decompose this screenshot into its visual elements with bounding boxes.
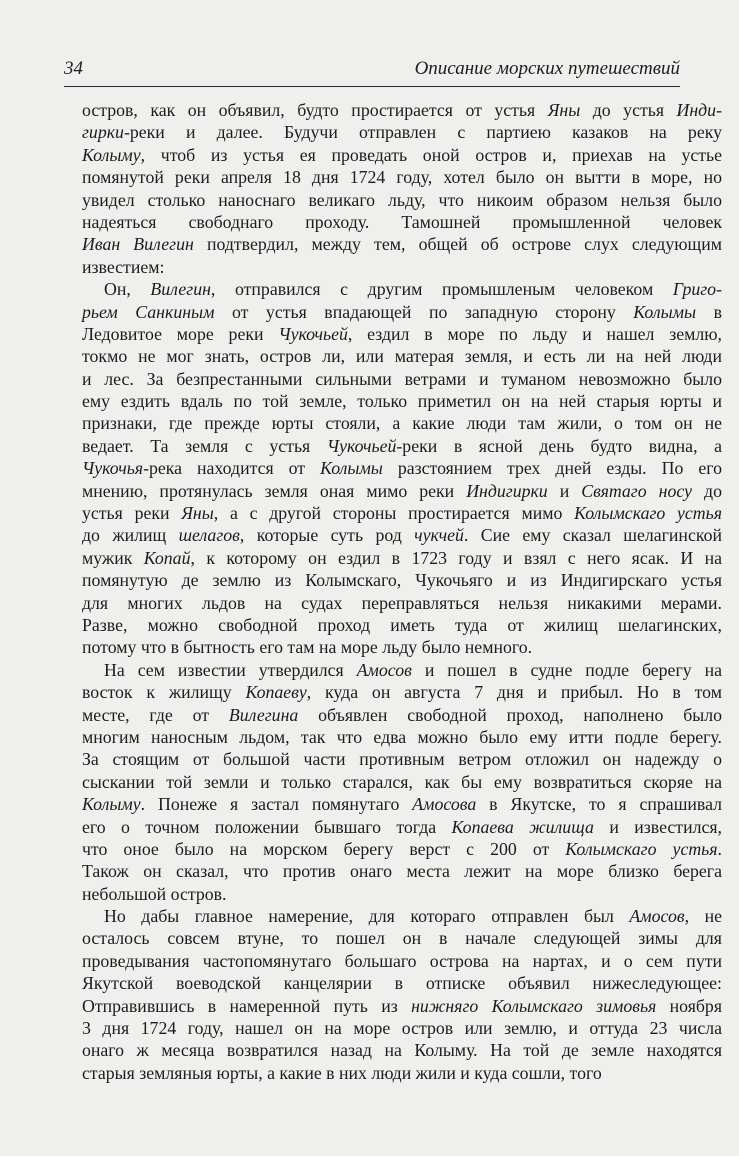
text-segment: многим наносным льдом, так что едва можно было ему итти подле берегу. bbox=[82, 726, 722, 747]
text-segment: что оное было на морском берегу верст с 200 от bbox=[82, 838, 566, 859]
text-line bbox=[82, 995, 722, 1017]
italic-segment: нижняго Колымскаго зимовья bbox=[411, 995, 657, 1016]
text-line bbox=[82, 636, 722, 658]
text-segment: , к которому он ездил в 1723 году и взял с него ясак. И на bbox=[190, 547, 722, 568]
italic-segment: гирки bbox=[82, 122, 124, 143]
text-segment: Ледовитое море реки bbox=[82, 323, 279, 344]
text-line bbox=[82, 771, 722, 793]
text-segment: от устья впадающей по западную сторону bbox=[214, 301, 634, 322]
text-segment: в bbox=[696, 301, 722, 322]
text-segment: подтвердил, между тем, общей об острове слух следующим bbox=[193, 234, 722, 255]
text-segment: и bbox=[547, 480, 582, 501]
text-segment: проведывания частопомянутаго большаго острова на нартах, и о сем пути bbox=[82, 950, 722, 971]
text-line bbox=[82, 121, 722, 143]
italic-segment: Вилегина bbox=[228, 704, 299, 725]
italic-segment: Яны bbox=[547, 100, 581, 120]
italic-segment: Копай bbox=[143, 547, 191, 568]
text-line bbox=[82, 659, 722, 681]
text-line bbox=[82, 704, 722, 726]
text-segment: восток к жилищу bbox=[82, 682, 246, 703]
text-segment: месте, где от bbox=[82, 704, 229, 725]
text-segment: Отправившись в намеренной путь из bbox=[82, 995, 412, 1016]
text-line bbox=[82, 211, 722, 233]
text-line bbox=[82, 927, 722, 949]
italic-segment: Колыму bbox=[82, 794, 141, 815]
text-line bbox=[82, 502, 722, 524]
paragraph bbox=[82, 99, 722, 278]
text-line bbox=[82, 166, 722, 188]
paragraph bbox=[82, 905, 722, 1084]
text-line bbox=[82, 345, 722, 367]
text-segment: до жилищ bbox=[82, 525, 179, 546]
text-segment: разстоянием трех дней езды. По его bbox=[382, 458, 722, 479]
italic-segment: Амосов bbox=[356, 659, 412, 680]
text-segment: 3 дня 1724 году, нашел он на море остров или землю, и оттуда 23 числа bbox=[82, 1018, 722, 1039]
text-segment: -реки и далее. Будучи отправлен с партиею казаков на реку bbox=[123, 122, 722, 143]
italic-segment: Иван Вилегин bbox=[82, 234, 194, 255]
italic-segment: Колыму bbox=[82, 144, 141, 165]
text-line bbox=[82, 905, 722, 927]
italic-segment: Яны bbox=[181, 503, 214, 524]
italic-segment: чукчей bbox=[414, 525, 464, 546]
text-segment: , которые суть род bbox=[239, 525, 415, 546]
text-segment: ведает. Та земля с устья bbox=[82, 435, 327, 456]
page-number: 34 bbox=[64, 58, 83, 79]
text-segment: онаго ж месяца возвратился назад на Колыму. На той де земле находятся bbox=[82, 1040, 722, 1061]
italic-segment: Колымскаго устья bbox=[565, 838, 718, 859]
text-segment: , чтоб из устья ея проведать оной остров и, приехав на устье bbox=[140, 144, 722, 165]
text-segment: -реки в ясной день будто видна, а bbox=[396, 435, 722, 456]
italic-segment: Святаго носу bbox=[581, 480, 693, 501]
body-text bbox=[82, 99, 722, 1084]
text-line bbox=[82, 860, 722, 882]
italic-segment: Чукочьей bbox=[326, 435, 397, 456]
italic-segment: Колымы bbox=[320, 458, 383, 479]
text-line bbox=[82, 569, 722, 591]
text-segment: до bbox=[692, 480, 722, 501]
text-segment: , а с другой стороны простирается мимо bbox=[213, 503, 575, 524]
text-line bbox=[82, 614, 722, 636]
text-segment: небольшой остров. bbox=[82, 883, 227, 904]
text-line bbox=[82, 301, 722, 323]
text-line bbox=[82, 144, 722, 166]
text-segment: , не bbox=[684, 906, 722, 927]
text-line bbox=[82, 435, 722, 457]
text-line bbox=[82, 278, 722, 300]
italic-segment: Инди- bbox=[676, 100, 722, 120]
text-segment: , отправился с другим промышленым человеком bbox=[210, 279, 673, 300]
text-line bbox=[82, 457, 722, 479]
text-line bbox=[82, 838, 722, 860]
text-line bbox=[82, 816, 722, 838]
italic-segment: Григо- bbox=[672, 279, 722, 300]
text-line bbox=[82, 390, 722, 412]
italic-segment: Копаеву bbox=[245, 682, 307, 703]
text-line bbox=[82, 883, 722, 905]
italic-segment: Вилегин bbox=[150, 279, 211, 300]
text-segment: старыя земляныя юрты, а какие в них люди жили и куда сошли, того bbox=[82, 1062, 602, 1083]
italic-segment: шелагов bbox=[178, 525, 240, 546]
text-segment: для многих льдов на судах переправляться нельзя никакими мерами. bbox=[82, 592, 722, 613]
text-line bbox=[82, 592, 722, 614]
text-line bbox=[82, 480, 722, 502]
text-segment: объявлен свободной проход, наполнено было bbox=[298, 704, 723, 725]
text-segment: Он, bbox=[104, 279, 151, 300]
paragraph bbox=[82, 278, 722, 659]
text-line bbox=[82, 189, 722, 211]
text-line bbox=[82, 748, 722, 770]
italic-segment: Амосова bbox=[412, 794, 477, 815]
text-segment: остров, как он объявил, будто простирается от устья bbox=[82, 100, 548, 120]
text-line bbox=[82, 681, 722, 703]
text-segment: помянутой реки апреля 18 дня 1724 году, хотел было он вытти в море, но bbox=[82, 167, 722, 188]
text-segment: и пошел в судне подле берегу на bbox=[411, 659, 722, 680]
text-segment: На сем известии утвердился bbox=[104, 659, 357, 680]
text-segment: , куда он августа 7 дня и прибыл. Но в том bbox=[306, 682, 722, 703]
text-line bbox=[82, 950, 722, 972]
italic-segment: Колымскаго устья bbox=[574, 503, 722, 524]
text-segment: токмо не мог знать, остров ли, или матерая земля, и есть ли на ней люди bbox=[82, 346, 722, 367]
text-line bbox=[82, 726, 722, 748]
text-segment: Якутской воеводской канцелярии в отписке объявил нижеследующее: bbox=[82, 973, 722, 994]
text-segment: Но дабы главное намерение, для котораго отправлен был bbox=[104, 906, 630, 927]
text-segment: и известился, bbox=[593, 816, 722, 837]
text-segment: ноября bbox=[656, 995, 722, 1016]
text-line bbox=[82, 412, 722, 434]
header-rule bbox=[64, 86, 680, 87]
text-segment: признаки, где прежде юрты стояли, а какие люди там жили, о том он не bbox=[82, 413, 722, 434]
italic-segment: Чукочья bbox=[82, 458, 144, 479]
text-line bbox=[82, 1039, 722, 1061]
text-segment: и лес. За безпрестанными сильными ветрами и туманом невозможно было bbox=[82, 368, 722, 389]
text-segment: надеяться свободнаго проходу. Тамошней промышленной человек bbox=[82, 211, 722, 232]
text-line bbox=[82, 233, 722, 255]
text-segment: ему ездить вдаль по той земле, только приметил он на ней старыя юрты и bbox=[82, 391, 722, 412]
page-header bbox=[64, 58, 680, 84]
text-line bbox=[82, 524, 722, 546]
text-segment: в Якутске, то я спрашивал bbox=[476, 794, 722, 815]
text-segment: увидел столько наноснаго великаго льду, что никоим образом нельзя было bbox=[82, 189, 722, 210]
text-line bbox=[82, 99, 722, 121]
italic-segment: Колымы bbox=[633, 301, 697, 322]
text-segment: его о точном положении бывшаго тогда bbox=[82, 816, 452, 837]
text-segment: , ездил в море по льду и нашел землю, bbox=[347, 323, 722, 344]
text-line bbox=[82, 323, 722, 345]
text-segment: Разве, можно свободной проход иметь туда от жилищ шелагинских, bbox=[82, 614, 722, 635]
italic-segment: рьем Санкиным bbox=[82, 301, 215, 322]
text-segment: помянутую де землю из Колымскаго, Чукочьяго и из Индигирскаго устья bbox=[82, 570, 722, 591]
text-segment: устья реки bbox=[82, 503, 182, 524]
text-segment: потому что в бытность его там на море льду было немного. bbox=[82, 637, 533, 658]
running-title: Описание морских путешествий bbox=[414, 58, 680, 79]
text-line bbox=[82, 793, 722, 815]
text-segment: . bbox=[717, 838, 722, 859]
italic-segment: Чукочьей bbox=[278, 323, 348, 344]
text-segment: мнению, протянулась земля оная мимо реки bbox=[82, 480, 467, 501]
text-segment: . Сие ему сказал шелагинской bbox=[463, 525, 722, 546]
text-segment: . Понеже я застал помянутаго bbox=[140, 794, 413, 815]
text-line bbox=[82, 368, 722, 390]
text-line bbox=[82, 1017, 722, 1039]
text-segment: За стоящим от большой части противным ветром отложил он надежду о bbox=[82, 749, 722, 770]
text-segment: Також он сказал, что против онаго места лежит на море близко берега bbox=[82, 861, 722, 882]
text-segment: сыскании той земли и только старался, как бы ему возвратиться скоряе на bbox=[82, 771, 722, 792]
text-line bbox=[82, 547, 722, 569]
text-segment: осталось совсем втуне, то пошел он в начале следующей зимы для bbox=[82, 928, 722, 949]
text-segment: известием: bbox=[82, 256, 165, 277]
text-line bbox=[82, 256, 722, 278]
italic-segment: Индигирки bbox=[466, 480, 548, 501]
italic-segment: Копаева жилища bbox=[451, 816, 594, 837]
italic-segment: Амосов bbox=[629, 906, 685, 927]
text-line bbox=[82, 1062, 722, 1084]
text-segment: -река находится от bbox=[143, 458, 321, 479]
text-segment: мужик bbox=[82, 547, 144, 568]
paragraph bbox=[82, 659, 722, 905]
text-segment: до устья bbox=[580, 100, 677, 120]
text-line bbox=[82, 972, 722, 994]
